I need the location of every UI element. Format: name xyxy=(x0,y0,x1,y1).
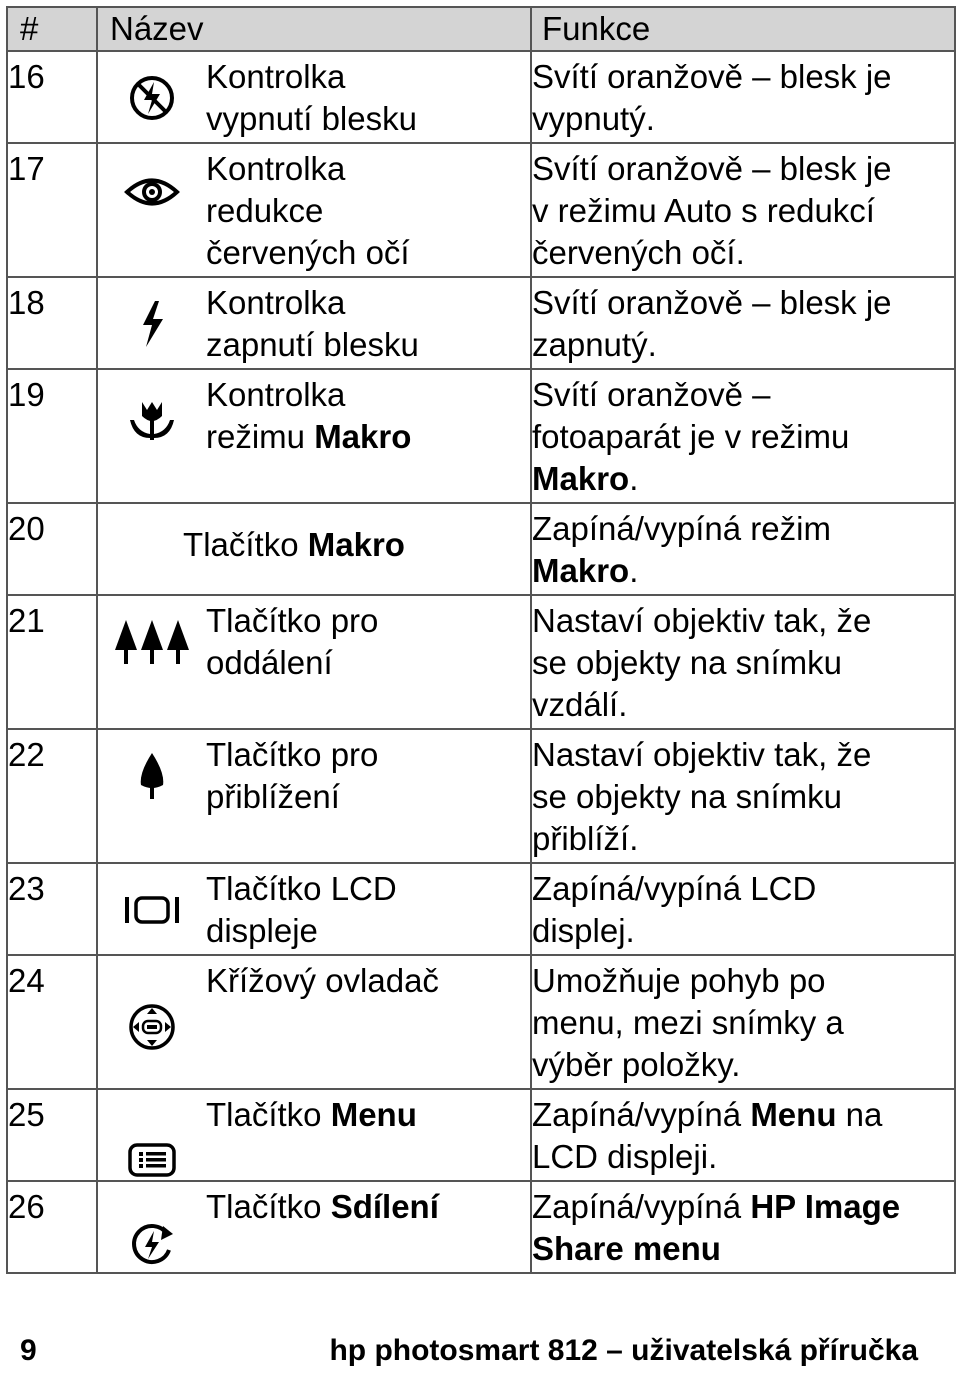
table-row xyxy=(7,863,955,955)
row-name-line: červených očí xyxy=(206,234,410,271)
table-row xyxy=(7,595,955,729)
row-name-line: redukce xyxy=(206,192,324,229)
table-row xyxy=(7,503,955,595)
row-name-line: displeje xyxy=(206,912,318,949)
table-row xyxy=(7,51,955,143)
row-num: 19 xyxy=(7,369,97,503)
page-footer xyxy=(0,1330,960,1376)
table-row xyxy=(7,1181,955,1273)
zoom-in-tree-icon xyxy=(137,751,167,801)
row-num: 16 xyxy=(7,51,97,143)
table-row xyxy=(7,955,955,1089)
row-func-line: Zapíná/vypíná Menu na xyxy=(532,1096,883,1133)
row-name-line: přiblížení xyxy=(206,778,340,815)
row-num: 25 xyxy=(7,1089,97,1181)
page-number: 9 xyxy=(20,1334,37,1367)
row-func-bold: Makro xyxy=(532,552,630,589)
row-func-bold: Makro xyxy=(532,460,630,497)
red-eye-icon xyxy=(124,175,180,209)
row-name-bold: Makro xyxy=(314,418,412,455)
row-name-bold: Menu xyxy=(330,1096,417,1133)
row-func-line: Zapíná/vypíná režim xyxy=(532,510,831,547)
row-func-bold: HP Image xyxy=(750,1188,901,1225)
row-func-line: Svítí oranžově – blesk je xyxy=(532,58,892,95)
row-func-line: Makro. xyxy=(532,460,639,497)
menu-list-icon xyxy=(127,1142,177,1178)
row-func-line xyxy=(532,1228,948,1270)
directional-pad-icon xyxy=(127,1002,177,1052)
row-num: 22 xyxy=(7,729,97,863)
row-func-bold: Share menu xyxy=(532,1230,721,1267)
row-num: 23 xyxy=(7,863,97,955)
row-num: 20 xyxy=(7,503,97,595)
row-name-line: Tlačítko Makro xyxy=(183,526,405,563)
row-func-line: se objekty na snímku xyxy=(532,644,842,681)
row-func-line: displej. xyxy=(532,912,635,949)
row-func-line: přiblíží. xyxy=(532,820,639,857)
row-name-line: Kontrolka xyxy=(206,58,346,95)
row-func-line: červených očí. xyxy=(532,234,745,271)
row-num: 24 xyxy=(7,955,97,1089)
row-func-line: menu, mezi snímky a xyxy=(532,1004,844,1041)
row-func-line: Nastaví objektiv tak, že xyxy=(532,736,872,773)
row-func-line: se objekty na snímku xyxy=(532,778,842,815)
row-func-line: Nastaví objektiv tak, že xyxy=(532,602,872,639)
table-header-row xyxy=(7,7,955,51)
row-name-line: Kontrolka xyxy=(206,376,346,413)
row-name-line: Tlačítko Menu xyxy=(206,1096,417,1133)
share-icon xyxy=(127,1220,177,1270)
row-name-line: Tlačítko LCD xyxy=(206,870,397,907)
row-func-line: vzdálí. xyxy=(532,686,628,723)
header-function: Funkce xyxy=(531,7,955,51)
row-name-bold: Makro xyxy=(307,526,405,563)
row-name-line: vypnutí blesku xyxy=(206,100,417,137)
row-func-line: LCD displeji. xyxy=(532,1138,718,1175)
row-func-line: Svítí oranžově – blesk je xyxy=(532,284,892,321)
row-num: 17 xyxy=(7,143,97,277)
table-row xyxy=(7,1089,955,1181)
table-row xyxy=(7,143,955,277)
row-func-line: výběr položky. xyxy=(532,1046,741,1083)
row-func-line: fotoaparát je v režimu xyxy=(532,418,850,455)
row-name-line: zapnutí blesku xyxy=(206,326,419,363)
table-row xyxy=(7,729,955,863)
header-name: Název xyxy=(97,7,531,51)
row-name-line: režimu Makro xyxy=(206,418,412,455)
row-func-line: v režimu Auto s redukcí xyxy=(532,192,875,229)
row-func-line: zapnutý. xyxy=(532,326,657,363)
table-row xyxy=(7,277,955,369)
row-num: 18 xyxy=(7,277,97,369)
row-func-line: Umožňuje pohyb po xyxy=(532,962,826,999)
row-func-line: vypnutý. xyxy=(532,100,655,137)
zoom-out-trees-icon xyxy=(113,618,191,666)
row-func-line: Makro. xyxy=(532,552,639,589)
row-func-line: Svítí oranžově – xyxy=(532,376,771,413)
row-func-bold: Menu xyxy=(750,1096,837,1133)
row-name-line: Tlačítko pro xyxy=(206,602,379,639)
table-row xyxy=(7,369,955,503)
flash-on-icon xyxy=(137,299,167,349)
row-name-line: Kontrolka xyxy=(206,150,346,187)
macro-flower-icon xyxy=(128,398,176,442)
row-name-bold: Sdílení xyxy=(330,1188,439,1225)
header-num: # xyxy=(7,7,97,51)
flash-off-icon xyxy=(127,73,177,123)
row-num: 26 xyxy=(7,1181,97,1273)
row-name-line: oddálení xyxy=(206,644,333,681)
row-name-line: Kontrolka xyxy=(206,284,346,321)
row-func-line: Zapíná/vypíná HP Image xyxy=(532,1188,901,1225)
row-func-line: Svítí oranžově – blesk je xyxy=(532,150,892,187)
row-name-line: Tlačítko pro xyxy=(206,736,379,773)
row-name-line: Tlačítko Sdílení xyxy=(206,1188,439,1225)
row-func-line: Zapíná/vypíná LCD xyxy=(532,870,817,907)
lcd-display-icon xyxy=(122,893,182,927)
footer-title: hp photosmart 812 – uživatelská příručka xyxy=(329,1334,918,1367)
row-num: 21 xyxy=(7,595,97,729)
row-name-line: Křížový ovladač xyxy=(206,962,439,999)
reference-table xyxy=(6,6,956,1274)
